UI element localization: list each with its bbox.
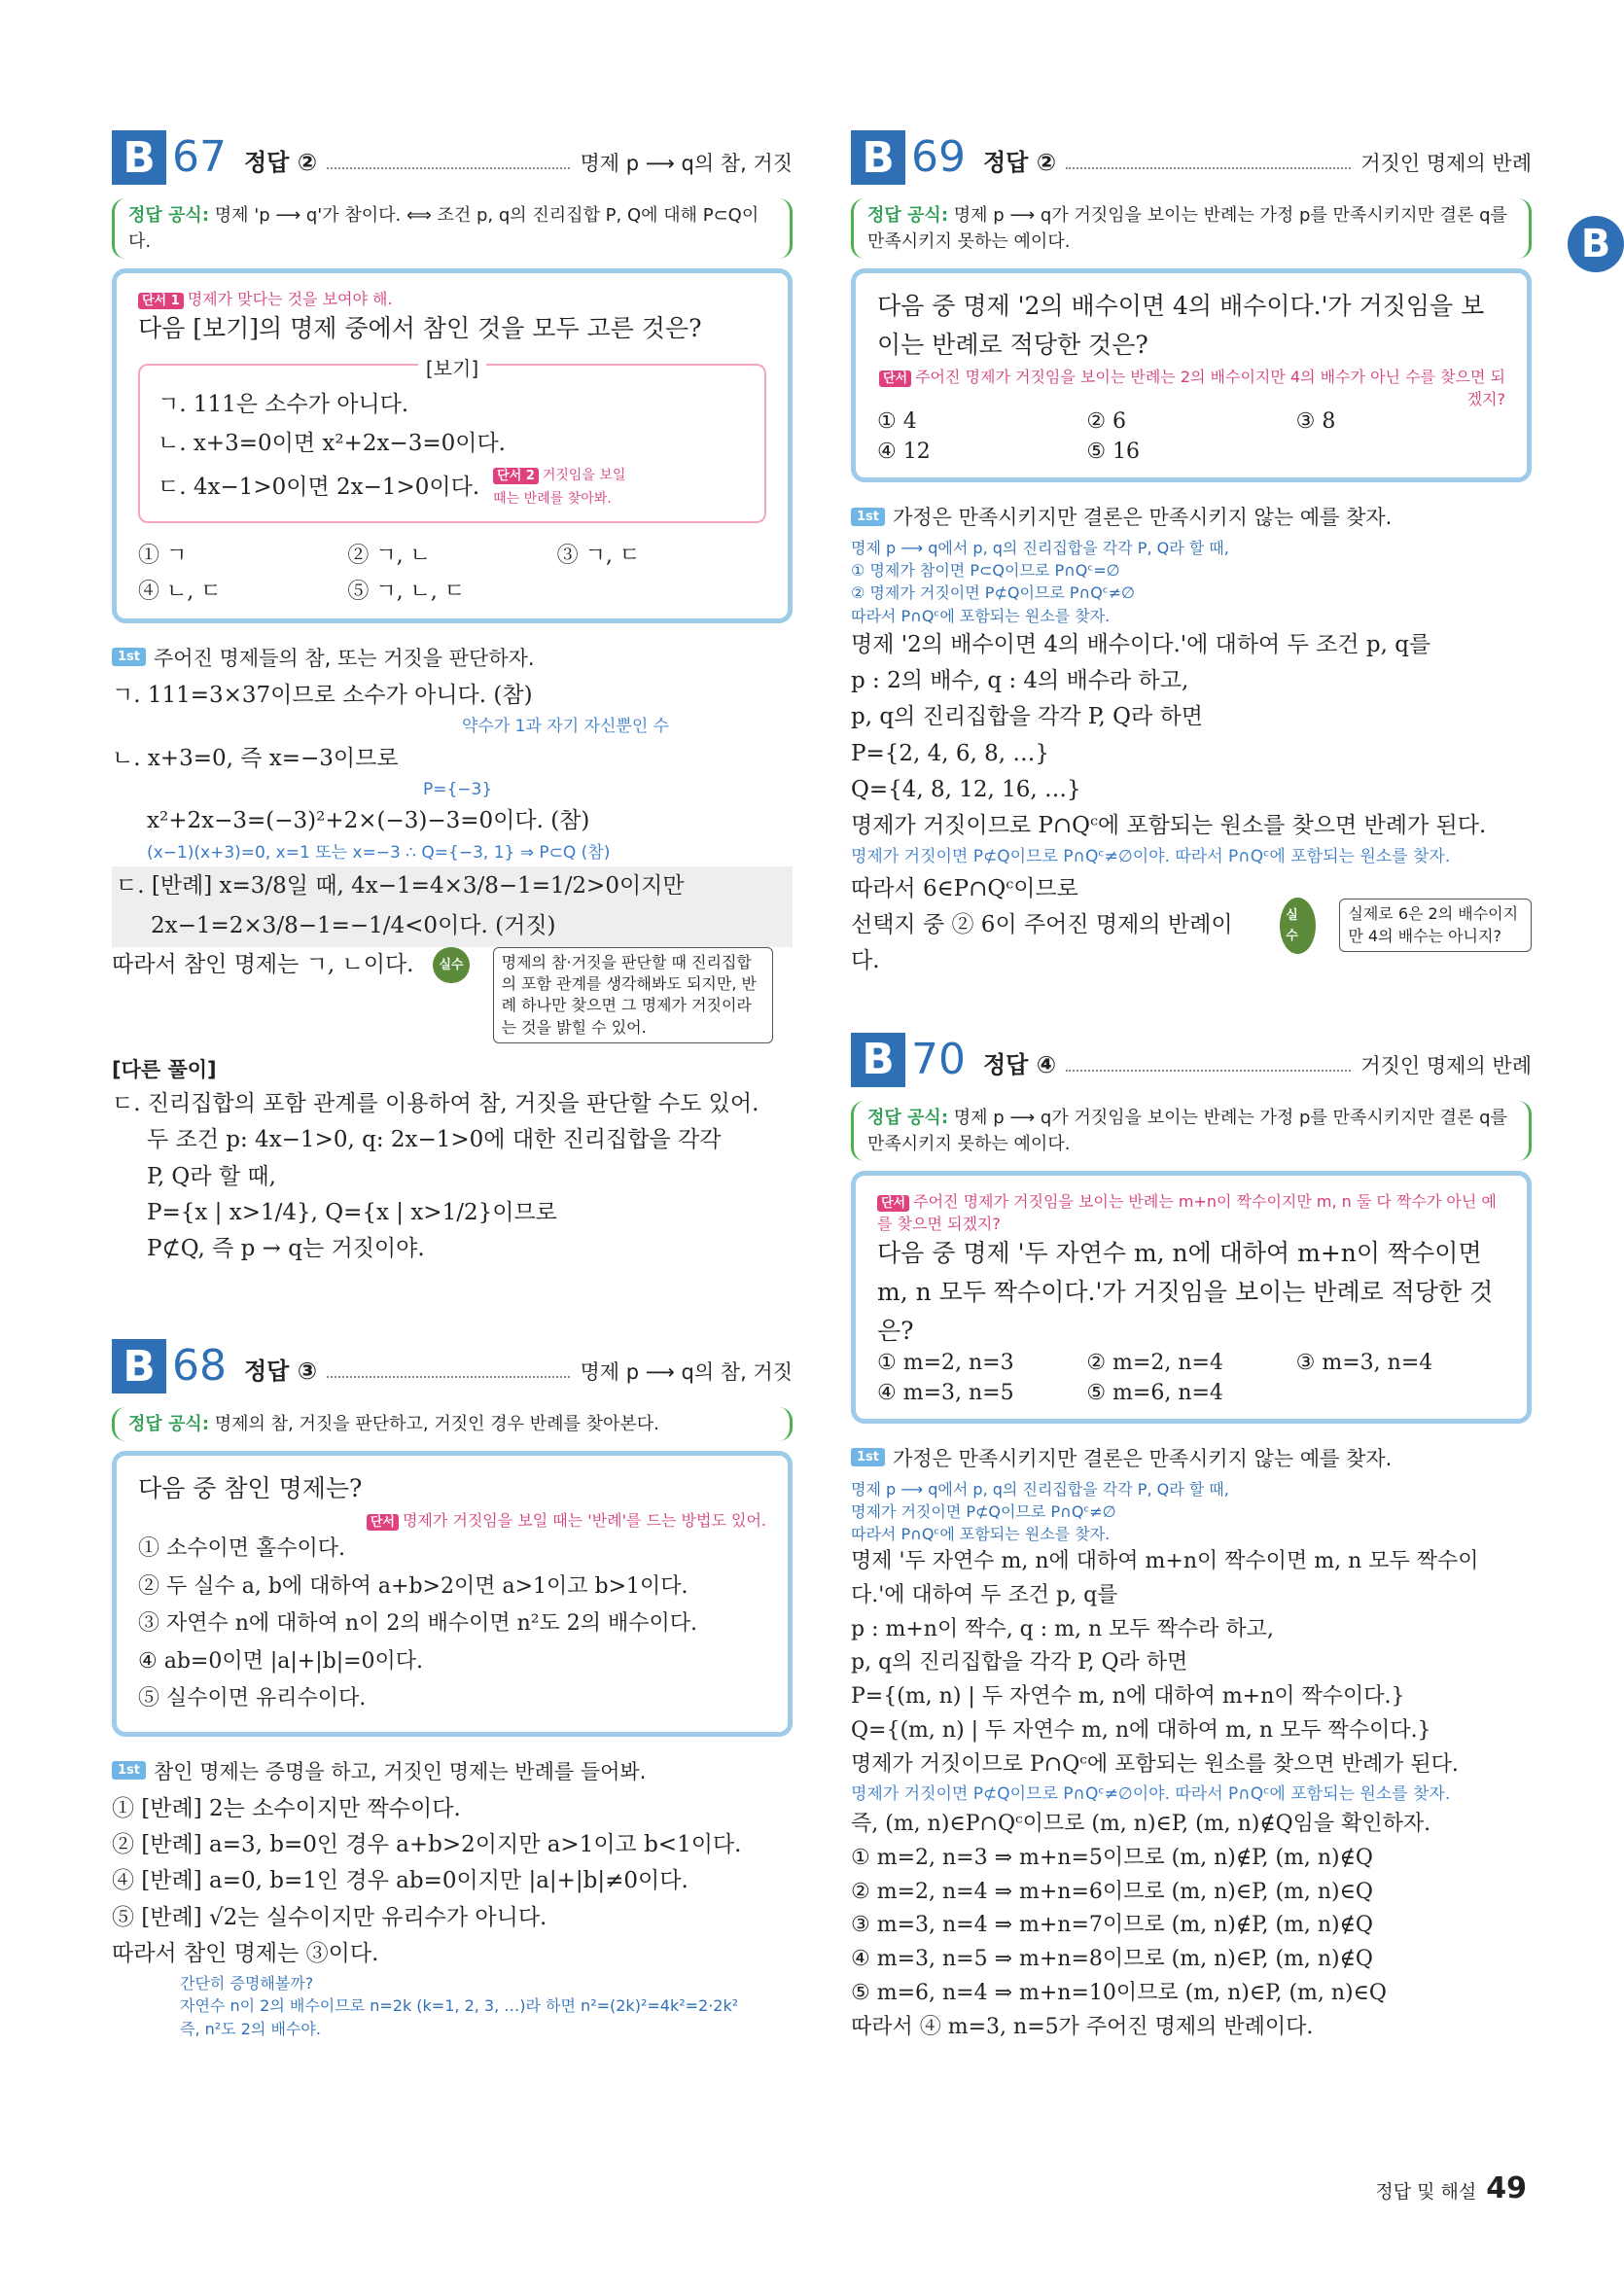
solution-line: 따라서 6∈P∩Qᶜ이므로 — [851, 875, 1078, 901]
formula-label: 정답 공식: — [867, 205, 949, 226]
formula-text: 명제의 참, 거짓을 판단하고, 거짓인 경우 반례를 찾아본다. — [214, 1414, 659, 1435]
solution-line: ④ [반례] a=0, b=1인 경우 ab=0이지만 |a|+|b|≠0이다. — [112, 1868, 688, 1894]
hint-text: 명제가 맞다는 것을 보여야 해. — [187, 290, 393, 308]
hint-2 — [493, 464, 639, 512]
alt-line: P, Q라 할 때, — [147, 1163, 276, 1189]
solution-note: 명제가 거짓이면 P⊄Q이므로 P∩Qᶜ≠∅이야. 따라서 P∩Qᶜ에 포함되는 원소를 찾자. — [851, 847, 1451, 867]
blue-line: 명제 p ⟶ q에서 p, q의 진리집합을 각각 P, Q라 할 때, — [851, 539, 1229, 557]
page-footer — [1375, 2171, 1527, 2205]
hint-tag: 단서 1 — [138, 293, 184, 309]
hint — [877, 1189, 1505, 1234]
solution-line: ① [반례] 2는 소수이지만 짝수이다. — [112, 1795, 461, 1821]
blue-line: 명제 p ⟶ q에서 p, q의 진리집합을 각각 P, Q라 할 때, — [851, 1479, 1229, 1499]
solution-line: ㄷ. [반례] x=3/8일 때, 4x−1=4×3/8−1=1/2>0이지만 — [112, 866, 793, 906]
case-line: ③ m=3, n=4 ⇒ m+n=7이므로 (m, n)∉P, (m, n)∉Q — [851, 1913, 1373, 1938]
choice-4[interactable]: ④ m=3, n=5 — [877, 1380, 1014, 1405]
choice-4[interactable]: ④ 12 — [877, 440, 931, 464]
problem-69 — [851, 126, 1532, 980]
bogi-item: ㄴ. x+3=0이면 x²+2x−3=0이다. — [158, 431, 506, 457]
solution-note: 명제가 거짓이면 P⊄Q이므로 P∩Qᶜ≠∅이야. 따라서 P∩Qᶜ에 포함되는 원소를 찾자. — [851, 1784, 1451, 1805]
choice-5[interactable]: ⑤ ㄱ, ㄴ, ㄷ — [347, 579, 466, 604]
question-box — [112, 268, 793, 623]
dotted-leader — [327, 167, 570, 169]
mistake-icon: 실수 — [433, 947, 469, 983]
step-heading — [112, 1756, 793, 1785]
step-heading — [851, 502, 1532, 531]
problem-70 — [851, 1029, 1532, 2045]
question-text: 다음 중 명제 '2의 배수이면 4의 배수이다.'가 거짓임을 보이는 반례로 적당한 것은? — [877, 292, 1485, 359]
solution-line: Q={4, 8, 12, 16, …} — [851, 776, 1081, 802]
case-line: ④ m=3, n=5 ⇒ m+n=8이므로 (m, n)∈P, (m, n)∉Q — [851, 1947, 1373, 1972]
bogi-item: ㄷ. 4x−1>0이면 2x−1>0이다. — [158, 475, 480, 500]
formula-label: 정답 공식: — [128, 1414, 210, 1435]
formula-text: 명제 'p ⟶ q'가 참이다. ⟺ 조건 p, q의 진리집합 P, Q에 대해 P⊂Q이다. — [128, 205, 759, 252]
solution-conclusion: 따라서 참인 명제는 ㄱ, ㄴ이다. — [112, 951, 414, 977]
blue-line: ① 명제가 참이면 P⊂Q이므로 P∩Qᶜ=∅ — [851, 561, 1120, 581]
topic-label: 거짓인 명제의 반례 — [1360, 152, 1532, 175]
hint-tag: 단서 — [877, 1195, 909, 1212]
question-box — [851, 1171, 1532, 1424]
hint-text: 명제가 거짓임을 보일 때는 '반례'를 드는 방법도 있어. — [402, 1511, 766, 1531]
level-badge: B — [851, 130, 905, 185]
solution-note: 약수가 1과 자기 자신뿐인 수 — [462, 717, 670, 736]
bogi-box — [138, 357, 766, 523]
choices — [877, 409, 1505, 464]
blue-notes — [851, 537, 1532, 627]
solution-line: p : 2의 배수, q : 4의 배수라 하고, — [851, 668, 1189, 693]
problem-header — [112, 1335, 793, 1393]
alt-solution-title: [다른 풀이] — [112, 1058, 217, 1082]
formula-box — [851, 1101, 1532, 1161]
dotted-leader — [1066, 167, 1351, 169]
choice-3[interactable]: ③ ㄱ, ㄷ — [556, 543, 641, 568]
note-box: 실제로 6은 2의 배수이지만 4의 배수는 아니지? — [1339, 899, 1532, 952]
step-tag: 1st — [851, 508, 885, 526]
solution-line: 명제가 거짓이므로 P∩Qᶜ에 포함되는 원소를 찾으면 반례가 된다. — [851, 813, 1487, 838]
solution-conclusion: 선택지 중 ② 6이 주어진 명제의 반례이다. — [851, 912, 1233, 974]
blue-notes — [851, 1478, 1532, 1546]
case-line: ⑤ m=6, n=4 ⇒ m+n=10이므로 (m, n)∈P, (m, n)∈Q — [851, 1980, 1387, 2005]
choice-2[interactable]: ② m=2, n=4 — [1086, 1350, 1223, 1375]
note-box: 명제의 참·거짓을 판단할 때 진리집합의 포함 관계를 생각해봐도 되지만, 반례 하나만 찾으면 그 명제가 거짓이라는 것을 밝힐 수 있어. — [493, 947, 773, 1044]
hint — [877, 365, 1505, 409]
blue-line: 따라서 P∩Qᶜ에 포함되는 원소를 찾자. — [851, 606, 1111, 625]
solution-line: 명제 '2의 배수이면 4의 배수이다.'에 대하여 두 조건 p, q를 — [851, 631, 1431, 657]
solution-conclusion: 따라서 ④ m=3, n=5가 주어진 명제의 반례이다. — [851, 2014, 1314, 2039]
choice-1[interactable]: ① 소수이면 홀수이다. — [138, 1536, 345, 1562]
solution-line: ⑤ [반례] √2는 실수이지만 유리수가 아니다. — [112, 1904, 547, 1930]
extra-line: 자연수 n이 2의 배수이므로 n=2k (k=1, 2, 3, …)라 하면 n²=(2k)²=4k²=2·2k² — [180, 1996, 739, 2016]
alt-line: ㄷ. 진리집합의 포함 관계를 이용하여 참, 거짓을 판단할 수도 있어. — [112, 1091, 759, 1117]
solution-line: 즉, (m, n)∈P∩Qᶜ이므로 (m, n)∈P, (m, n)∉Q임을 확인하자. — [851, 1812, 1431, 1837]
solution — [851, 627, 1532, 980]
topic-label: 명제 p ⟶ q의 참, 거짓 — [580, 1360, 793, 1385]
answer-label: 정답 ④ — [983, 1050, 1057, 1078]
choice-4[interactable]: ④ ㄴ, ㄷ — [138, 579, 222, 604]
hint — [138, 1508, 766, 1531]
choice-1[interactable]: ① ㄱ — [138, 543, 188, 568]
mistake-icon: 실수 — [1280, 898, 1316, 954]
footer-label: 정답 및 해설 — [1375, 2181, 1477, 2203]
formula-text: 명제 p ⟶ q가 거짓임을 보이는 반례는 가정 p를 만족시키지만 결론 q를 만족시키지 못하는 예이다. — [867, 205, 1507, 252]
step-tag: 1st — [112, 648, 146, 666]
formula-label: 정답 공식: — [867, 1107, 949, 1128]
right-column — [851, 126, 1532, 2044]
alt-line: P={x | x>1/4}, Q={x | x>1/2}이므로 — [147, 1199, 557, 1225]
hint-text: 주어진 명제가 거짓임을 보이는 반례는 2의 배수이지만 4의 배수가 아닌 수를 찾으면 되겠지? — [915, 368, 1505, 408]
solution-line: 명제가 거짓이므로 P∩Qᶜ에 포함되는 원소를 찾으면 반례가 된다. — [851, 1751, 1459, 1777]
choice-5[interactable]: ⑤ 실수이면 유리수이다. — [138, 1686, 367, 1711]
step-text: 참인 명제는 증명을 하고, 거짓인 명제는 반례를 들어봐. — [154, 1759, 647, 1783]
level-badge: B — [112, 1339, 166, 1393]
formula-box — [851, 198, 1532, 259]
solution-line: P={2, 4, 6, 8, …} — [851, 740, 1050, 766]
step-tag: 1st — [851, 1448, 885, 1466]
choice-3[interactable]: ③ m=3, n=4 — [1295, 1350, 1433, 1375]
question-text: 다음 [보기]의 명제 중에서 참인 것을 모두 고른 것은? — [138, 314, 702, 342]
solution-conclusion: 따라서 참인 명제는 ③이다. — [112, 1940, 379, 1966]
choice-5[interactable]: ⑤ 16 — [1086, 440, 1141, 464]
extra-line: 간단히 증명해볼까? — [180, 1974, 314, 1993]
blue-line: 따라서 P∩Qᶜ에 포함되는 원소를 찾자. — [851, 1524, 1111, 1543]
problem-number: 67 — [172, 132, 227, 182]
formula-box — [112, 198, 793, 259]
bogi-title: [보기] — [418, 352, 486, 386]
dotted-leader — [1066, 1070, 1351, 1072]
bogi-item: ㄱ. 111은 소수가 아니다. — [158, 392, 409, 417]
solution-line: 2x−1=2×3/8−1=−1/4<0이다. (거짓) — [112, 906, 793, 946]
choice-1[interactable]: ① m=2, n=3 — [877, 1350, 1014, 1375]
hint-1 — [138, 287, 766, 309]
alt-line: 두 조건 p: 4x−1>0, q: 2x−1>0에 대한 진리집합을 각각 — [147, 1127, 722, 1153]
choice-3[interactable]: ③ 자연수 n에 대하여 n이 2의 배수이면 n²도 2의 배수이다. — [138, 1611, 698, 1637]
answer-label: 정답 ③ — [244, 1358, 318, 1386]
case-line: ① m=2, n=3 ⇒ m+n=5이므로 (m, n)∉P, (m, n)∉Q — [851, 1845, 1373, 1870]
blue-line: 명제가 거짓이면 P⊄Q이므로 P∩Qᶜ≠∅ — [851, 1501, 1116, 1521]
question-text: 다음 중 참인 명제는? — [138, 1474, 363, 1503]
solution-line: ② [반례] a=3, b=0인 경우 a+b>2이지만 a>1이고 b<1이다. — [112, 1832, 742, 1858]
blue-line: ② 명제가 거짓이면 P⊄Q이므로 P∩Qᶜ≠∅ — [851, 583, 1136, 603]
choices — [138, 1531, 766, 1718]
hint-text: 주어진 명제가 거짓임을 보이는 반례는 m+n이 짝수이지만 m, n 둘 다 짝수가 아닌 예를 찾으면 되겠지? — [877, 1191, 1497, 1233]
hint-text: 거짓임을 보일 때는 반례를 찾아봐. — [493, 467, 626, 508]
step-text: 가정은 만족시키지만 결론은 만족시키지 않는 예를 찾자. — [893, 1446, 1393, 1470]
solution-line: p, q의 진리집합을 각각 P, Q라 하면 — [851, 1650, 1188, 1676]
extra-line: 즉, n²도 2의 배수야. — [180, 2019, 321, 2038]
topic-label: 명제 p ⟶ q의 참, 거짓 — [580, 152, 793, 175]
hint-tag: 단서 — [879, 370, 911, 387]
problem-68 — [112, 1335, 793, 2039]
problem-header — [851, 1029, 1532, 1087]
solution-line: P={(m, n) | 두 자연수 m, n에 대하여 m+n이 짝수이다.} — [851, 1684, 1405, 1710]
solution-line: ㄴ. x+3=0, 즉 x=−3이므로 — [112, 745, 399, 771]
formula-text: 명제 p ⟶ q가 거짓임을 보이는 반례는 가정 p를 만족시키지만 결론 q를 만족시키지 못하는 예이다. — [867, 1107, 1507, 1154]
choice-2[interactable]: ② ㄱ, ㄴ — [347, 543, 431, 568]
solution — [851, 1545, 1532, 2044]
choices — [138, 539, 766, 605]
answer-label: 정답 ② — [244, 149, 318, 176]
step-heading — [112, 643, 793, 672]
solution — [112, 678, 793, 1268]
problem-67 — [112, 126, 793, 1267]
page-number: 49 — [1486, 2171, 1527, 2205]
choice-2[interactable]: ② 두 실수 a, b에 대하여 a+b>2이면 a>1이고 b>1이다. — [138, 1573, 688, 1599]
question-box — [112, 1451, 793, 1737]
step-heading — [851, 1443, 1532, 1472]
dotted-leader — [327, 1376, 570, 1378]
solution-line: 명제 '두 자연수 m, n에 대하여 m+n이 짝수이면 m, n 모두 짝수이다.'에 대하여 두 조건 p, q를 — [851, 1549, 1479, 1607]
section-b-badge: B — [1568, 216, 1624, 272]
choice-3[interactable]: ③ 8 — [1295, 409, 1336, 434]
step-text: 주어진 명제들의 참, 또는 거짓을 판단하자. — [154, 646, 535, 670]
topic-label: 거짓인 명제의 반례 — [1360, 1053, 1532, 1077]
choices — [877, 1351, 1505, 1405]
answer-label: 정답 ② — [983, 149, 1057, 176]
formula-box — [112, 1407, 793, 1441]
question-box — [851, 268, 1532, 482]
hint-tag: 단서 — [367, 1514, 399, 1531]
choice-5[interactable]: ⑤ m=6, n=4 — [1086, 1380, 1223, 1405]
solution-line: ㄱ. 111=3×37이므로 소수가 아니다. (참) — [112, 682, 533, 708]
hint-tag: 단서 2 — [493, 468, 539, 484]
solution-line: Q={(m, n) | 두 자연수 m, n에 대하여 m, n 모두 짝수이다.} — [851, 1717, 1431, 1743]
solution-line: p, q의 진리집합을 각각 P, Q라 하면 — [851, 704, 1204, 730]
problem-number: 68 — [172, 1341, 227, 1392]
step-text: 가정은 만족시키지만 결론은 만족시키지 않는 예를 찾자. — [893, 506, 1393, 529]
step-tag: 1st — [112, 1761, 146, 1780]
choice-4[interactable]: ④ ab=0이면 |a|+|b|=0이다. — [138, 1648, 424, 1674]
problem-number: 69 — [911, 132, 966, 182]
problem-number: 70 — [911, 1034, 966, 1084]
formula-label: 정답 공식: — [128, 205, 210, 226]
problem-header — [112, 126, 793, 185]
alt-line: P⊄Q, 즉 p → q는 거짓이야. — [147, 1236, 425, 1262]
solution-note: P={−3} — [423, 779, 493, 799]
left-column — [112, 126, 793, 2040]
solution-note: (x−1)(x+3)=0, x=1 또는 x=−3 ∴ Q={−3, 1} ⇒ P⊂Q (참) — [147, 842, 611, 863]
problem-header — [851, 126, 1532, 185]
case-line: ② m=2, n=4 ⇒ m+n=6이므로 (m, n)∈P, (m, n)∈Q — [851, 1879, 1373, 1904]
level-badge: B — [851, 1033, 905, 1087]
question-text: 다음 중 명제 '두 자연수 m, n에 대하여 m+n이 짝수이면 m, n 모두 짝수이다.'가 거짓임을 보이는 반례로 적당한 것은? — [877, 1238, 1494, 1345]
solution-line: p : m+n이 짝수, q : m, n 모두 짝수라 하고, — [851, 1616, 1274, 1641]
solution — [112, 1791, 793, 2040]
level-badge: B — [112, 130, 166, 185]
choice-2[interactable]: ② 6 — [1086, 409, 1127, 434]
solution-line: x²+2x−3=(−3)²+2×(−3)−3=0이다. (참) — [147, 808, 590, 834]
choice-1[interactable]: ① 4 — [877, 409, 917, 434]
